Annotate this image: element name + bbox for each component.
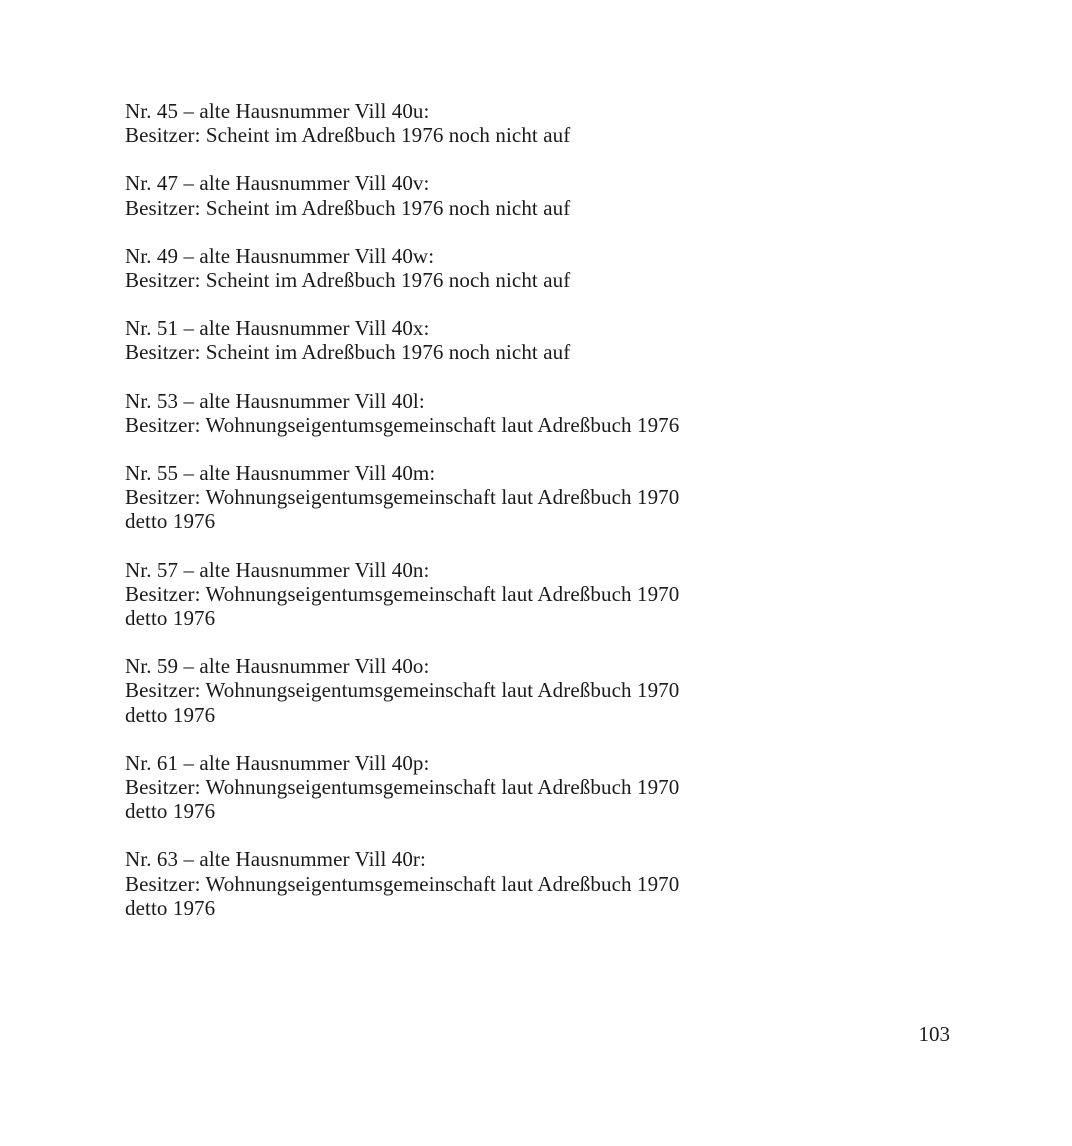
entry-nr-45: [125, 99, 825, 147]
entry-nr-59: [125, 654, 825, 727]
entry-owner-line: Besitzer: Wohnungseigentumsgemeinschaft laut Adreßbuch 1976: [125, 412, 680, 437]
entry-owner-line: Besitzer: Wohnungseigentumsgemeinschaft laut Adreßbuch 1970: [125, 871, 680, 896]
entry-owner-line: Besitzer: Scheint im Adreßbuch 1976 noch nicht auf: [125, 268, 571, 293]
entry-heading: Nr. 61 – alte Hausnummer Vill 40p:: [125, 750, 430, 775]
entry-list: [125, 99, 825, 944]
entry-owner-line: Besitzer: Wohnungseigentumsgemeinschaft laut Adreßbuch 1970: [125, 581, 680, 606]
entry-owner-line: Besitzer: Wohnungseigentumsgemeinschaft laut Adreßbuch 1970: [125, 485, 680, 510]
entry-heading: Nr. 53 – alte Hausnummer Vill 40l:: [125, 388, 425, 413]
entry-nr-61: [125, 751, 825, 824]
entry-detto-line: detto 1976: [125, 606, 216, 631]
entry-heading: Nr. 47 – alte Hausnummer Vill 40v:: [125, 171, 430, 196]
entry-heading: Nr. 49 – alte Hausnummer Vill 40w:: [125, 243, 435, 268]
entry-detto-line: detto 1976: [125, 895, 216, 920]
entry-heading: Nr. 59 – alte Hausnummer Vill 40o:: [125, 654, 430, 679]
entry-owner-line: Besitzer: Scheint im Adreßbuch 1976 noch nicht auf: [125, 340, 571, 365]
entry-heading: Nr. 55 – alte Hausnummer Vill 40m:: [125, 461, 436, 486]
entry-owner-line: Besitzer: Scheint im Adreßbuch 1976 noch nicht auf: [125, 123, 571, 148]
entry-nr-63: [125, 847, 825, 920]
entry-nr-55: [125, 461, 825, 534]
entry-heading: Nr. 63 – alte Hausnummer Vill 40r:: [125, 847, 426, 872]
entry-nr-57: [125, 558, 825, 631]
entry-nr-51: [125, 316, 825, 364]
entry-detto-line: detto 1976: [125, 702, 216, 727]
entry-owner-line: Besitzer: Wohnungseigentumsgemeinschaft laut Adreßbuch 1970: [125, 775, 680, 800]
entry-heading: Nr. 51 – alte Hausnummer Vill 40x:: [125, 316, 430, 341]
entry-nr-49: [125, 244, 825, 292]
entry-nr-47: [125, 171, 825, 219]
entry-detto-line: detto 1976: [125, 509, 216, 534]
entry-owner-line: Besitzer: Wohnungseigentumsgemeinschaft laut Adreßbuch 1970: [125, 678, 680, 703]
entry-heading: Nr. 45 – alte Hausnummer Vill 40u:: [125, 99, 430, 123]
entry-owner-line: Besitzer: Scheint im Adreßbuch 1976 noch nicht auf: [125, 195, 571, 220]
entry-nr-53: [125, 389, 825, 437]
entry-heading: Nr. 57 – alte Hausnummer Vill 40n:: [125, 557, 430, 582]
entry-detto-line: detto 1976: [125, 799, 216, 824]
page-number: 103: [918, 1022, 950, 1046]
